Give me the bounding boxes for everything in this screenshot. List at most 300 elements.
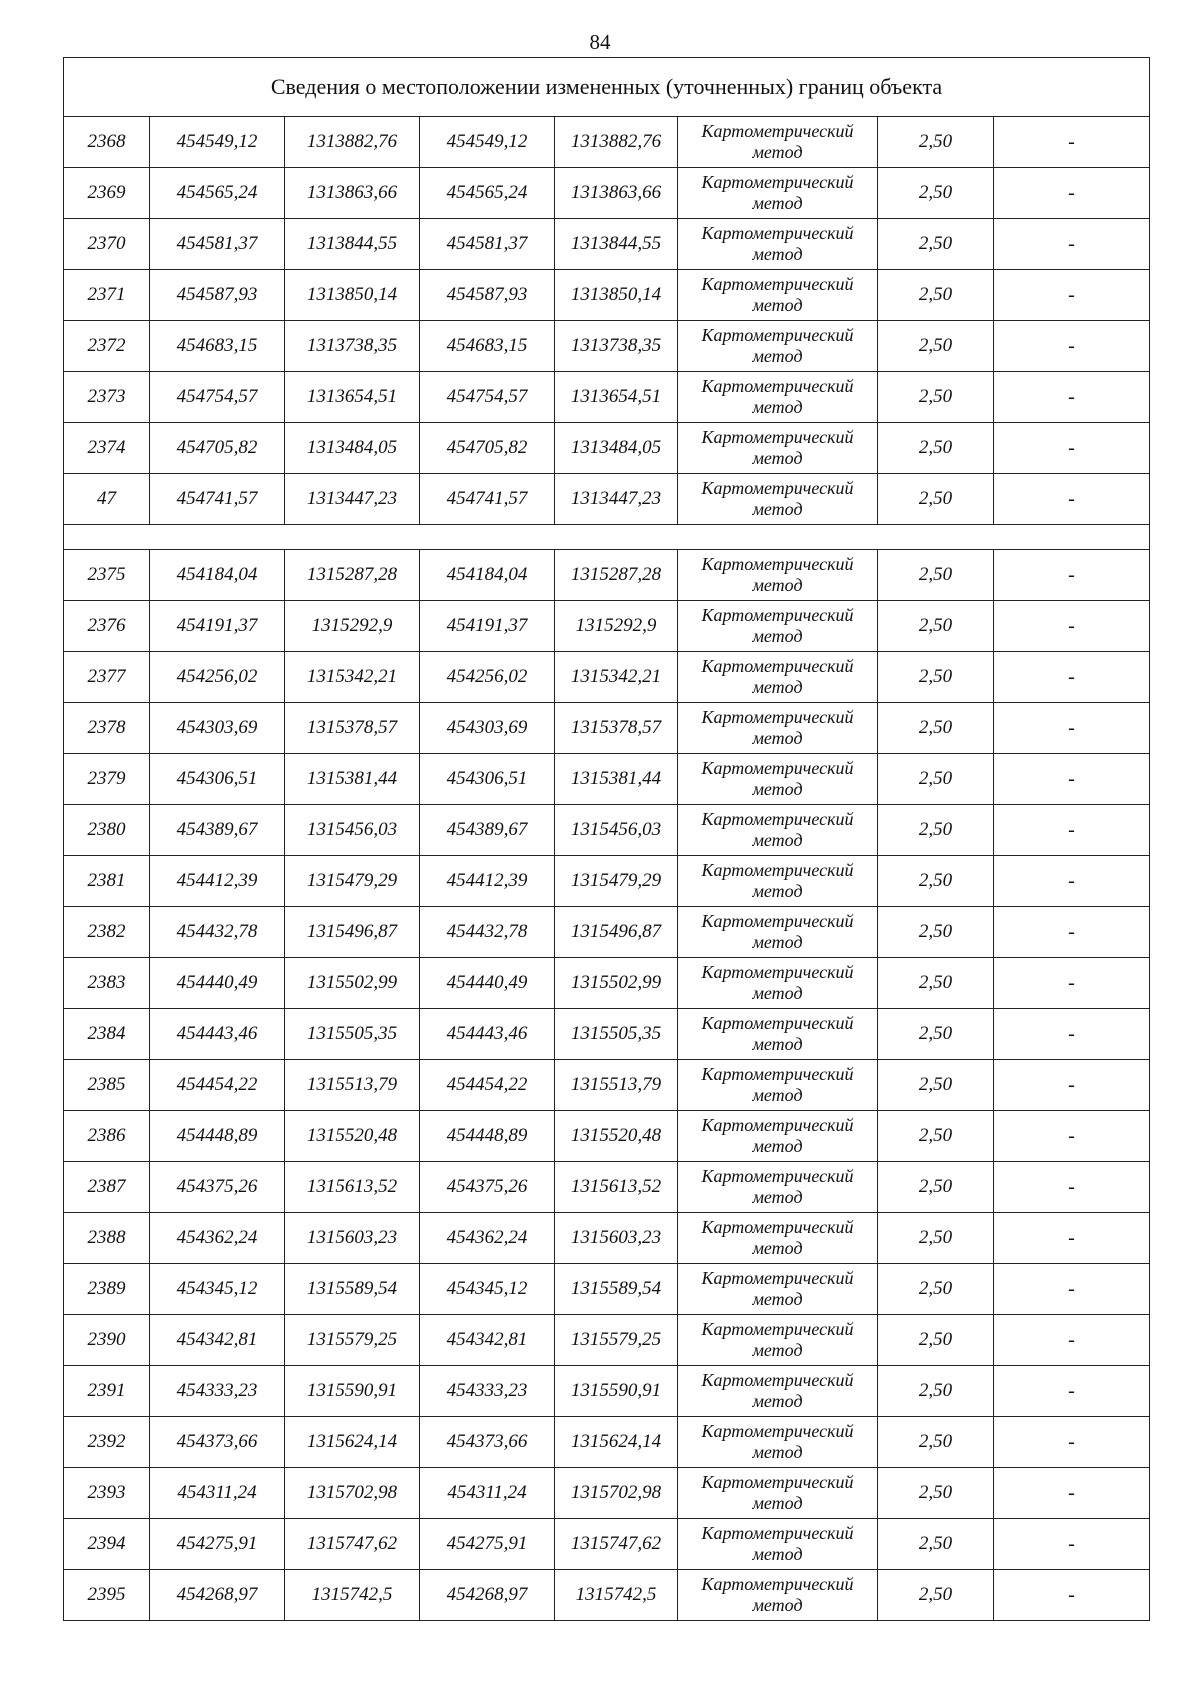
existing-x-cell: 454345,12: [150, 1264, 285, 1315]
refined-y-cell: 1315496,87: [555, 907, 678, 958]
method-line-1: Картометрический: [701, 860, 854, 880]
method-line-1: Картометрический: [701, 809, 854, 829]
refined-y-cell: 1313738,35: [555, 321, 678, 372]
existing-x-cell: 454275,91: [150, 1519, 285, 1570]
existing-y-cell: 1315613,52: [285, 1162, 420, 1213]
existing-x-cell: 454741,57: [150, 474, 285, 525]
refined-x-cell: 454306,51: [420, 754, 555, 805]
refined-y-cell: 1315505,35: [555, 1009, 678, 1060]
method-line-2: метод: [752, 932, 803, 952]
point-number-cell: 2390: [64, 1315, 150, 1366]
refined-x-cell: 454333,23: [420, 1366, 555, 1417]
method-line-2: метод: [752, 499, 803, 519]
existing-x-cell: 454362,24: [150, 1213, 285, 1264]
table-row: [64, 1111, 1150, 1162]
method-line-1: Картометрический: [701, 376, 854, 396]
point-number-cell: 2391: [64, 1366, 150, 1417]
method-cell: [678, 1213, 878, 1264]
refined-y-cell: 1313882,76: [555, 117, 678, 168]
refined-x-cell: 454432,78: [420, 907, 555, 958]
refined-y-cell: 1315381,44: [555, 754, 678, 805]
existing-x-cell: 454373,66: [150, 1417, 285, 1468]
method-cell: [678, 550, 878, 601]
refined-y-cell: 1315342,21: [555, 652, 678, 703]
method-cell: [678, 168, 878, 219]
existing-y-cell: 1315381,44: [285, 754, 420, 805]
point-number-cell: 2377: [64, 652, 150, 703]
refined-x-cell: 454191,37: [420, 601, 555, 652]
note-cell: -: [994, 1060, 1150, 1111]
method-line-1: Картометрический: [701, 223, 854, 243]
table-row: [64, 270, 1150, 321]
accuracy-cell: 2,50: [878, 703, 994, 754]
table-row: [64, 754, 1150, 805]
existing-x-cell: 454412,39: [150, 856, 285, 907]
existing-y-cell: 1315589,54: [285, 1264, 420, 1315]
table-row: [64, 1060, 1150, 1111]
table-row: [64, 1519, 1150, 1570]
accuracy-cell: 2,50: [878, 601, 994, 652]
table-row: [64, 856, 1150, 907]
note-cell: -: [994, 958, 1150, 1009]
table-row: [64, 907, 1150, 958]
point-number-cell: 2392: [64, 1417, 150, 1468]
method-cell: [678, 1519, 878, 1570]
method-line-2: метод: [752, 295, 803, 315]
method-cell: [678, 1009, 878, 1060]
table-row: [64, 168, 1150, 219]
method-line-1: Картометрический: [701, 172, 854, 192]
refined-x-cell: 454373,66: [420, 1417, 555, 1468]
refined-x-cell: 454705,82: [420, 423, 555, 474]
method-line-2: метод: [752, 1289, 803, 1309]
method-line-2: метод: [752, 728, 803, 748]
note-cell: -: [994, 1264, 1150, 1315]
refined-y-cell: 1315378,57: [555, 703, 678, 754]
table-row: [64, 372, 1150, 423]
boundary-coordinates-table: [63, 57, 1150, 1621]
method-line-1: Картометрический: [701, 656, 854, 676]
existing-y-cell: 1315342,21: [285, 652, 420, 703]
refined-y-cell: 1315589,54: [555, 1264, 678, 1315]
accuracy-cell: 2,50: [878, 474, 994, 525]
point-number-cell: 2388: [64, 1213, 150, 1264]
table-row: [64, 1264, 1150, 1315]
existing-y-cell: 1313654,51: [285, 372, 420, 423]
table-row: [64, 805, 1150, 856]
note-cell: -: [994, 1570, 1150, 1621]
point-number-cell: 2381: [64, 856, 150, 907]
table-row: [64, 1468, 1150, 1519]
existing-x-cell: 454191,37: [150, 601, 285, 652]
method-line-1: Картометрический: [701, 1421, 854, 1441]
refined-y-cell: 1315603,23: [555, 1213, 678, 1264]
point-number-cell: 2386: [64, 1111, 150, 1162]
refined-y-cell: 1315742,5: [555, 1570, 678, 1621]
method-line-2: метод: [752, 1085, 803, 1105]
refined-y-cell: 1313484,05: [555, 423, 678, 474]
existing-y-cell: 1315505,35: [285, 1009, 420, 1060]
accuracy-cell: 2,50: [878, 805, 994, 856]
refined-y-cell: 1315287,28: [555, 550, 678, 601]
table-row: [64, 1162, 1150, 1213]
method-line-2: метод: [752, 983, 803, 1003]
existing-x-cell: 454256,02: [150, 652, 285, 703]
refined-x-cell: 454268,97: [420, 1570, 555, 1621]
method-line-1: Картометрический: [701, 554, 854, 574]
accuracy-cell: 2,50: [878, 1417, 994, 1468]
method-line-1: Картометрический: [701, 1319, 854, 1339]
note-cell: -: [994, 219, 1150, 270]
page-number: 84: [589, 30, 611, 54]
point-number-cell: 2387: [64, 1162, 150, 1213]
existing-y-cell: 1315378,57: [285, 703, 420, 754]
existing-x-cell: 454333,23: [150, 1366, 285, 1417]
accuracy-cell: 2,50: [878, 1570, 994, 1621]
method-cell: [678, 1162, 878, 1213]
existing-x-cell: 454754,57: [150, 372, 285, 423]
refined-y-cell: 1315520,48: [555, 1111, 678, 1162]
point-number-cell: 2383: [64, 958, 150, 1009]
method-line-2: метод: [752, 881, 803, 901]
method-cell: [678, 117, 878, 168]
refined-x-cell: 454448,89: [420, 1111, 555, 1162]
refined-x-cell: 454275,91: [420, 1519, 555, 1570]
existing-y-cell: 1315287,28: [285, 550, 420, 601]
method-line-2: метод: [752, 1595, 803, 1615]
accuracy-cell: 2,50: [878, 423, 994, 474]
method-cell: [678, 423, 878, 474]
method-line-1: Картометрический: [701, 1523, 854, 1543]
method-cell: [678, 958, 878, 1009]
existing-y-cell: 1315590,91: [285, 1366, 420, 1417]
accuracy-cell: 2,50: [878, 1162, 994, 1213]
accuracy-cell: 2,50: [878, 1519, 994, 1570]
method-cell: [678, 1315, 878, 1366]
existing-y-cell: 1315624,14: [285, 1417, 420, 1468]
table-row: [64, 1366, 1150, 1417]
existing-y-cell: 1313738,35: [285, 321, 420, 372]
table-row: [64, 550, 1150, 601]
note-cell: -: [994, 601, 1150, 652]
accuracy-cell: 2,50: [878, 550, 994, 601]
refined-x-cell: 454375,26: [420, 1162, 555, 1213]
refined-x-cell: 454184,04: [420, 550, 555, 601]
accuracy-cell: 2,50: [878, 1213, 994, 1264]
existing-y-cell: 1313850,14: [285, 270, 420, 321]
method-line-1: Картометрический: [701, 427, 854, 447]
refined-x-cell: 454311,24: [420, 1468, 555, 1519]
refined-x-cell: 454683,15: [420, 321, 555, 372]
existing-y-cell: 1315702,98: [285, 1468, 420, 1519]
method-cell: [678, 907, 878, 958]
note-cell: -: [994, 907, 1150, 958]
method-cell: [678, 703, 878, 754]
existing-y-cell: 1313844,55: [285, 219, 420, 270]
method-cell: [678, 321, 878, 372]
method-line-2: метод: [752, 142, 803, 162]
note-cell: -: [994, 1111, 1150, 1162]
point-number-cell: 47: [64, 474, 150, 525]
method-line-2: метод: [752, 1340, 803, 1360]
existing-y-cell: 1313447,23: [285, 474, 420, 525]
refined-x-cell: 454342,81: [420, 1315, 555, 1366]
refined-y-cell: 1313447,23: [555, 474, 678, 525]
method-line-2: метод: [752, 448, 803, 468]
point-number-cell: 2374: [64, 423, 150, 474]
method-line-1: Картометрический: [701, 605, 854, 625]
accuracy-cell: 2,50: [878, 1264, 994, 1315]
existing-x-cell: 454443,46: [150, 1009, 285, 1060]
existing-y-cell: 1315479,29: [285, 856, 420, 907]
point-number-cell: 2375: [64, 550, 150, 601]
method-cell: [678, 805, 878, 856]
accuracy-cell: 2,50: [878, 856, 994, 907]
method-cell: [678, 856, 878, 907]
refined-x-cell: 454741,57: [420, 474, 555, 525]
accuracy-cell: 2,50: [878, 1315, 994, 1366]
method-line-1: Картометрический: [701, 1217, 854, 1237]
note-cell: -: [994, 117, 1150, 168]
existing-y-cell: 1313863,66: [285, 168, 420, 219]
method-line-1: Картометрический: [701, 1013, 854, 1033]
group-separator-row: [64, 525, 1150, 550]
method-line-2: метод: [752, 244, 803, 264]
method-cell: [678, 1060, 878, 1111]
existing-x-cell: 454184,04: [150, 550, 285, 601]
existing-y-cell: 1315520,48: [285, 1111, 420, 1162]
refined-y-cell: 1315579,25: [555, 1315, 678, 1366]
point-number-cell: 2389: [64, 1264, 150, 1315]
table-title: Сведения о местоположении измененных (уточненных) границ объекта: [64, 58, 1150, 117]
table-row: [64, 474, 1150, 525]
point-number-cell: 2382: [64, 907, 150, 958]
existing-x-cell: 454375,26: [150, 1162, 285, 1213]
refined-y-cell: 1315456,03: [555, 805, 678, 856]
method-line-2: метод: [752, 397, 803, 417]
method-line-1: Картометрический: [701, 758, 854, 778]
method-line-2: метод: [752, 346, 803, 366]
refined-x-cell: 454549,12: [420, 117, 555, 168]
refined-y-cell: 1315502,99: [555, 958, 678, 1009]
refined-x-cell: 454362,24: [420, 1213, 555, 1264]
method-cell: [678, 270, 878, 321]
point-number-cell: 2378: [64, 703, 150, 754]
existing-x-cell: 454303,69: [150, 703, 285, 754]
refined-x-cell: 454389,67: [420, 805, 555, 856]
point-number-cell: 2384: [64, 1009, 150, 1060]
refined-x-cell: 454443,46: [420, 1009, 555, 1060]
table-row: [64, 1315, 1150, 1366]
note-cell: -: [994, 1519, 1150, 1570]
method-line-2: метод: [752, 830, 803, 850]
refined-y-cell: 1315590,91: [555, 1366, 678, 1417]
existing-x-cell: 454565,24: [150, 168, 285, 219]
point-number-cell: 2393: [64, 1468, 150, 1519]
method-line-1: Картометрический: [701, 911, 854, 931]
method-cell: [678, 754, 878, 805]
method-line-2: метод: [752, 193, 803, 213]
note-cell: -: [994, 1162, 1150, 1213]
note-cell: -: [994, 1366, 1150, 1417]
method-line-2: метод: [752, 1544, 803, 1564]
method-cell: [678, 219, 878, 270]
method-cell: [678, 474, 878, 525]
accuracy-cell: 2,50: [878, 1111, 994, 1162]
method-line-1: Картометрический: [701, 1574, 854, 1594]
point-number-cell: 2385: [64, 1060, 150, 1111]
existing-x-cell: 454311,24: [150, 1468, 285, 1519]
method-line-1: Картометрический: [701, 962, 854, 982]
refined-y-cell: 1315513,79: [555, 1060, 678, 1111]
method-line-1: Картометрический: [701, 1268, 854, 1288]
existing-y-cell: 1315502,99: [285, 958, 420, 1009]
method-cell: [678, 1366, 878, 1417]
accuracy-cell: 2,50: [878, 321, 994, 372]
existing-x-cell: 454448,89: [150, 1111, 285, 1162]
refined-x-cell: 454412,39: [420, 856, 555, 907]
method-line-2: метод: [752, 1238, 803, 1258]
accuracy-cell: 2,50: [878, 372, 994, 423]
existing-y-cell: 1315747,62: [285, 1519, 420, 1570]
refined-y-cell: 1315624,14: [555, 1417, 678, 1468]
refined-y-cell: 1313654,51: [555, 372, 678, 423]
method-line-2: метод: [752, 1442, 803, 1462]
table-row: [64, 652, 1150, 703]
method-line-1: Картометрический: [701, 1166, 854, 1186]
refined-x-cell: 454581,37: [420, 219, 555, 270]
method-line-2: метод: [752, 1493, 803, 1513]
existing-x-cell: 454342,81: [150, 1315, 285, 1366]
point-number-cell: 2368: [64, 117, 150, 168]
existing-x-cell: 454683,15: [150, 321, 285, 372]
point-number-cell: 2380: [64, 805, 150, 856]
method-line-2: метод: [752, 1136, 803, 1156]
note-cell: -: [994, 423, 1150, 474]
method-line-2: метод: [752, 626, 803, 646]
existing-x-cell: 454549,12: [150, 117, 285, 168]
point-number-cell: 2372: [64, 321, 150, 372]
refined-x-cell: 454754,57: [420, 372, 555, 423]
method-line-1: Картометрический: [701, 1472, 854, 1492]
method-line-1: Картометрический: [701, 274, 854, 294]
method-line-2: метод: [752, 1187, 803, 1207]
accuracy-cell: 2,50: [878, 958, 994, 1009]
refined-y-cell: 1313844,55: [555, 219, 678, 270]
accuracy-cell: 2,50: [878, 219, 994, 270]
table-row: [64, 117, 1150, 168]
refined-x-cell: 454303,69: [420, 703, 555, 754]
existing-x-cell: 454587,93: [150, 270, 285, 321]
point-number-cell: 2373: [64, 372, 150, 423]
table-row: [64, 1570, 1150, 1621]
point-number-cell: 2395: [64, 1570, 150, 1621]
method-line-1: Картометрический: [701, 707, 854, 727]
refined-y-cell: 1315747,62: [555, 1519, 678, 1570]
existing-x-cell: 454440,49: [150, 958, 285, 1009]
table-row: [64, 1213, 1150, 1264]
method-line-2: метод: [752, 1034, 803, 1054]
existing-x-cell: 454581,37: [150, 219, 285, 270]
refined-y-cell: 1315702,98: [555, 1468, 678, 1519]
note-cell: -: [994, 754, 1150, 805]
note-cell: -: [994, 805, 1150, 856]
method-line-1: Картометрический: [701, 478, 854, 498]
note-cell: -: [994, 321, 1150, 372]
table-row: [64, 601, 1150, 652]
method-line-2: метод: [752, 1391, 803, 1411]
refined-x-cell: 454256,02: [420, 652, 555, 703]
existing-y-cell: 1315603,23: [285, 1213, 420, 1264]
note-cell: -: [994, 1468, 1150, 1519]
accuracy-cell: 2,50: [878, 1468, 994, 1519]
note-cell: -: [994, 1009, 1150, 1060]
method-cell: [678, 1417, 878, 1468]
accuracy-cell: 2,50: [878, 117, 994, 168]
refined-x-cell: 454440,49: [420, 958, 555, 1009]
refined-x-cell: 454587,93: [420, 270, 555, 321]
method-line-1: Картометрический: [701, 1370, 854, 1390]
point-number-cell: 2369: [64, 168, 150, 219]
method-cell: [678, 652, 878, 703]
note-cell: -: [994, 270, 1150, 321]
table-row: [64, 321, 1150, 372]
existing-y-cell: 1315292,9: [285, 601, 420, 652]
existing-x-cell: 454432,78: [150, 907, 285, 958]
method-line-2: метод: [752, 779, 803, 799]
existing-y-cell: 1313882,76: [285, 117, 420, 168]
table-title-row: [64, 58, 1150, 117]
refined-y-cell: 1315613,52: [555, 1162, 678, 1213]
accuracy-cell: 2,50: [878, 1366, 994, 1417]
accuracy-cell: 2,50: [878, 270, 994, 321]
method-cell: [678, 372, 878, 423]
accuracy-cell: 2,50: [878, 1060, 994, 1111]
group-separator-cell: [64, 525, 1150, 550]
point-number-cell: 2371: [64, 270, 150, 321]
existing-x-cell: 454454,22: [150, 1060, 285, 1111]
existing-y-cell: 1315496,87: [285, 907, 420, 958]
refined-y-cell: 1315292,9: [555, 601, 678, 652]
table-row: [64, 703, 1150, 754]
note-cell: -: [994, 550, 1150, 601]
note-cell: -: [994, 703, 1150, 754]
note-cell: -: [994, 372, 1150, 423]
method-line-1: Картометрический: [701, 121, 854, 141]
point-number-cell: 2379: [64, 754, 150, 805]
method-cell: [678, 601, 878, 652]
existing-y-cell: 1315579,25: [285, 1315, 420, 1366]
refined-x-cell: 454345,12: [420, 1264, 555, 1315]
method-line-2: метод: [752, 677, 803, 697]
existing-x-cell: 454705,82: [150, 423, 285, 474]
table-row: [64, 1009, 1150, 1060]
point-number-cell: 2370: [64, 219, 150, 270]
note-cell: -: [994, 1417, 1150, 1468]
point-number-cell: 2394: [64, 1519, 150, 1570]
table-row: [64, 423, 1150, 474]
accuracy-cell: 2,50: [878, 754, 994, 805]
method-cell: [678, 1111, 878, 1162]
table-row: [64, 219, 1150, 270]
method-line-1: Картометрический: [701, 1064, 854, 1084]
table-row: [64, 958, 1150, 1009]
refined-x-cell: 454454,22: [420, 1060, 555, 1111]
refined-y-cell: 1313850,14: [555, 270, 678, 321]
note-cell: -: [994, 1213, 1150, 1264]
method-cell: [678, 1468, 878, 1519]
refined-y-cell: 1315479,29: [555, 856, 678, 907]
